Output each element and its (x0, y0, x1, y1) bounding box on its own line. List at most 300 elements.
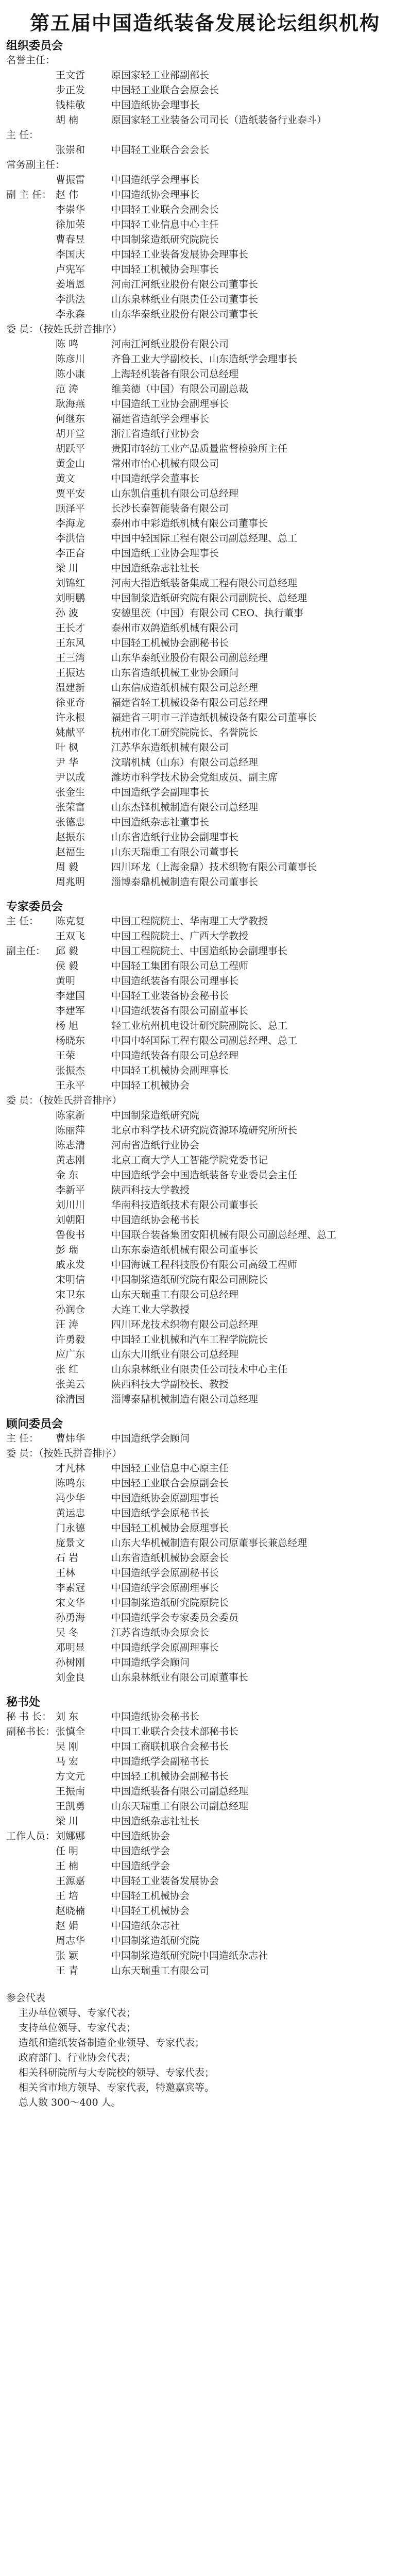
person-row (6, 1332, 404, 1347)
person-name: 刘娜娜 (56, 1831, 86, 1842)
person-row (6, 143, 404, 158)
person-affiliation: 四川环龙（上海金鼎）技术织物有限公司董事长 (111, 861, 317, 873)
person-name: 王凯勇 (56, 1801, 86, 1812)
person-name: 李新平 (56, 1184, 86, 1196)
person-affiliation: 山东华泰纸业股份有限公司董事长 (111, 309, 259, 320)
person-row (6, 1108, 404, 1123)
person-name: 张 颖 (56, 1950, 79, 1961)
person-name: 宋卫东 (56, 1289, 86, 1300)
person-name: 孙润仓 (56, 1304, 86, 1315)
person-name: 贾平安 (56, 488, 86, 499)
participants-line: 造纸和造纸装备制造企业领导、专家代表； (19, 2037, 205, 2048)
person-affiliation: 江苏华东造纸机械有限公司 (111, 742, 229, 753)
person-row (6, 1963, 404, 1978)
person-row (6, 232, 404, 247)
person-row (6, 352, 404, 367)
person-affiliation: 中国轻工业机械和汽车工程学院院长 (111, 1334, 268, 1345)
person-affiliation: 汶瑞机械（山东）有限公司总经理 (111, 757, 259, 768)
person-affiliation: 中国制浆造纸研究院原院长 (111, 1597, 229, 1608)
person-row (6, 1287, 404, 1302)
person-name: 步正发 (56, 84, 86, 96)
person-affiliation: 上海轻机装备有限公司总经理 (111, 368, 239, 380)
person-affiliation: 陕西科技大学教授 (111, 1184, 190, 1196)
person-name: 李建国 (56, 990, 86, 1002)
person-name: 王三湾 (56, 652, 86, 664)
person-name: 耿海燕 (56, 398, 86, 410)
person-name: 顾泽平 (56, 503, 86, 514)
person-affiliation: 常州市怡心机械有限公司 (111, 458, 219, 469)
person-affiliation: 山东东泰造纸机械有限公司董事长 (111, 1244, 259, 1256)
person-affiliation: 中国造纸协会理事长 (111, 99, 200, 111)
person-affiliation: 山东天瑞重工有限公司副总经理 (111, 1801, 249, 1812)
person-name: 李永森 (56, 309, 86, 320)
person-name: 许永根 (56, 712, 86, 723)
person-affiliation: 中国造纸学会原秘书长 (111, 1507, 210, 1519)
person-row (6, 1033, 404, 1048)
person-name: 宋文华 (56, 1597, 86, 1608)
person-name: 任 明 (56, 1845, 79, 1857)
person-name: 金 东 (56, 1170, 79, 1181)
person-name: 赵 伟 (56, 189, 79, 200)
person-row (6, 621, 404, 636)
person-name: 李洪信 (56, 533, 86, 544)
person-affiliation: 中国造纸杂志社社长 (111, 1816, 200, 1827)
person-row (6, 1362, 404, 1377)
person-name: 吴 刚 (56, 1741, 79, 1752)
person-affiliation: 中国工程院院士、中国造纸协会副理事长 (111, 945, 288, 957)
person-name: 徐亚奇 (56, 697, 86, 708)
person-name: 曹春昱 (56, 234, 86, 245)
person-name: 刘明鹏 (56, 592, 86, 604)
person-row (6, 1019, 404, 1033)
person-name: 张崇和 (56, 144, 86, 156)
person-affiliation: 山东天瑞重工有限公司 (111, 1965, 210, 1976)
position-label: 副 主 任： (6, 189, 52, 200)
person-affiliation: 中国造纸学会中国造纸装备专业委员会主任 (111, 1170, 298, 1181)
person-row (6, 337, 404, 352)
person-row (6, 1814, 404, 1829)
person-affiliation: 陕西科技大学副校长、教授 (111, 1379, 229, 1390)
person-row (6, 1506, 404, 1521)
person-name: 刘锦红 (56, 578, 86, 589)
person-affiliation: 山东华泰纸业股份有限公司副总经理 (111, 652, 268, 664)
person-name: 王文哲 (56, 70, 86, 81)
person-row (6, 1273, 404, 1287)
person-row (6, 247, 404, 262)
person-affiliation: 中国造纸协会秘书长 (111, 1711, 200, 1722)
person-affiliation: 北京市科学技术研究院资源环境研究所所长 (111, 1125, 298, 1136)
person-affiliation: 潍坊市科学技术协会党组成员、副主席 (111, 772, 278, 783)
person-row (6, 561, 404, 576)
person-affiliation: 河南大指造纸装备集成工程有限公司总经理 (111, 578, 298, 589)
person-row (6, 1431, 404, 1446)
person-affiliation: 中国造纸学会董事长 (111, 473, 200, 484)
person-name: 邱 毅 (56, 945, 79, 957)
person-affiliation: 中国轻工机械协会原理事长 (111, 1522, 229, 1534)
person-row (6, 1904, 404, 1919)
person-affiliation: 福建省轻工机械设备有限公司总经理 (111, 697, 268, 708)
person-name: 张 红 (56, 1364, 79, 1375)
person-row (6, 1596, 404, 1611)
position-label: 秘 书 长： (6, 1711, 52, 1722)
person-name: 周志华 (56, 1935, 86, 1946)
person-affiliation: 中国轻工业装备协会秘书长 (111, 990, 229, 1002)
person-row (6, 1754, 404, 1769)
person-name: 王双飞 (56, 930, 86, 942)
position-label: 主 任： (6, 1433, 39, 1444)
person-affiliation: 中国轻工机械协会 (111, 1890, 190, 1902)
person-row (6, 1138, 404, 1153)
person-affiliation: 中国轻工业装备发展协会 (111, 1875, 219, 1887)
person-name: 王源嘉 (56, 1875, 86, 1887)
person-row (6, 1198, 404, 1213)
person-name: 汪 涛 (56, 1319, 79, 1330)
person-affiliation: 中国工程院院士、华南理工大学教授 (111, 916, 268, 927)
person-name: 冯少华 (56, 1493, 86, 1504)
person-affiliation: 中国造纸杂志社董事长 (111, 817, 210, 828)
person-row (6, 1153, 404, 1168)
person-row (6, 944, 404, 959)
person-affiliation: 山东天瑞重工有限公司总经理 (111, 1289, 239, 1300)
person-row (6, 202, 404, 217)
person-name: 何继东 (56, 413, 86, 425)
person-affiliation: 山东天瑞重工有限公司董事长 (111, 846, 239, 858)
person-affiliation: 轻工业杭州机电设计研究院副院长、总工 (111, 1020, 288, 1031)
person-row (6, 1551, 404, 1566)
person-row (6, 651, 404, 666)
person-affiliation: 中国轻工业信息中心原主任 (111, 1463, 229, 1474)
position-label: 工作人员： (6, 1831, 56, 1842)
person-affiliation: 中国造纸装备有限公司副总经理 (111, 1786, 249, 1797)
person-affiliation: 安德里茨（中国）有限公司 CEO、执行董事 (111, 607, 304, 619)
person-name: 门永德 (56, 1522, 86, 1534)
position-label: 主 任： (6, 916, 39, 927)
person-row (6, 636, 404, 651)
person-name: 陈志清 (56, 1140, 86, 1151)
person-name: 戚永发 (56, 1259, 86, 1270)
person-affiliation: 中国联合装备集团安阳机械有限公司副总经理、总工 (111, 1229, 337, 1241)
person-name: 彭 瑞 (56, 1244, 79, 1256)
person-name: 李崇华 (56, 204, 86, 215)
person-row (6, 1461, 404, 1476)
person-affiliation: 泰州市双鸽造纸机械有限公司 (111, 622, 239, 634)
person-row (6, 1844, 404, 1859)
person-row (6, 1889, 404, 1904)
person-name: 陈鸣东 (56, 1478, 86, 1489)
person-row (6, 412, 404, 427)
person-row (6, 1476, 404, 1491)
person-row (6, 830, 404, 845)
person-affiliation: 中国轻工机械协会副理事长 (111, 1065, 229, 1076)
group-label: 名誉主任： (6, 55, 56, 66)
person-affiliation: 中国制浆造纸研究院院长 (111, 234, 219, 245)
person-row (6, 1566, 404, 1581)
person-row (6, 1183, 404, 1198)
person-affiliation: 中国造纸装备有限公司理事长 (111, 975, 239, 987)
person-affiliation: 中国造纸学会副理事长 (111, 787, 210, 798)
person-name: 石 岩 (56, 1552, 79, 1564)
person-name: 黄金山 (56, 458, 86, 469)
person-row (6, 1670, 404, 1685)
person-row (6, 1640, 404, 1655)
section-heading: 顾问委员会 (6, 1417, 63, 1431)
person-row (6, 1048, 404, 1063)
group-label: 主 任： (6, 129, 39, 141)
person-row (6, 1347, 404, 1362)
person-row (6, 1739, 404, 1754)
person-affiliation: 山东省造纸机械协会原会长 (111, 1552, 229, 1564)
person-affiliation: 中国工程院院士、广西大学教授 (111, 930, 249, 942)
person-row (6, 217, 404, 232)
person-affiliation: 中国造纸学会原副秘书长 (111, 1567, 219, 1579)
person-name: 姚献平 (56, 727, 86, 738)
person-row (6, 188, 404, 202)
person-affiliation: 中国中轻国际工程有限公司副总经理、总工 (111, 1035, 298, 1046)
person-name: 陈丽萍 (56, 1125, 86, 1136)
person-affiliation: 原国家轻工业装备公司司长（造纸装备行业泰斗） (111, 114, 327, 126)
person-affiliation: 中国造纸工业协会副理事长 (111, 398, 229, 410)
person-name: 刘川川 (56, 1199, 86, 1211)
group-label: 委 员：（按姓氏拼音排序） (6, 1095, 122, 1106)
person-row (6, 1377, 404, 1392)
person-name: 马 宏 (56, 1756, 79, 1767)
person-row (6, 1799, 404, 1814)
document-body (6, 34, 404, 2110)
person-name: 刘 东 (56, 1711, 79, 1722)
participants-line: 政府部门、行业协会代表； (19, 2052, 136, 2063)
person-row (6, 501, 404, 516)
person-name: 徐加荣 (56, 219, 86, 230)
person-name: 才凡林 (56, 1463, 86, 1474)
person-row (6, 1784, 404, 1799)
person-name: 王振达 (56, 667, 86, 679)
person-row (6, 531, 404, 546)
person-name: 孙 波 (56, 607, 79, 619)
person-name: 杨晓东 (56, 1035, 86, 1046)
section-heading: 专家委员会 (6, 900, 63, 913)
person-row (6, 860, 404, 875)
person-affiliation: 贵阳市轻纺工业产品质量监督检验所主任 (111, 443, 288, 454)
person-name: 王 培 (56, 1890, 79, 1902)
person-name: 赵福生 (56, 846, 86, 858)
participants-line: 主办单位领导、专家代表； (19, 2007, 136, 2019)
person-affiliation: 大连工业大学教授 (111, 1304, 190, 1315)
person-row (6, 277, 404, 292)
person-affiliation: 原国家轻工业部副部长 (111, 70, 210, 81)
person-name: 范 涛 (56, 383, 79, 395)
person-name: 刘金良 (56, 1672, 86, 1683)
person-name: 王 青 (56, 1965, 79, 1976)
person-name: 赵振东 (56, 832, 86, 843)
person-row (6, 1168, 404, 1183)
person-row (6, 989, 404, 1004)
person-name: 庞景文 (56, 1537, 86, 1549)
person-name: 侯 毅 (56, 960, 79, 972)
person-affiliation: 山东泉林纸业有限责任公司技术中心主任 (111, 1364, 288, 1375)
person-name: 许勇毅 (56, 1334, 86, 1345)
person-row (6, 486, 404, 501)
participants-line: 支持单位领导、专家代表； (19, 2022, 136, 2033)
person-name: 陈 鸣 (56, 338, 79, 350)
page-title: 第五届中国造纸装备发展论坛组织机构 (29, 11, 380, 35)
person-name: 宋明信 (56, 1274, 86, 1285)
person-affiliation: 福建省三明市三洋造纸机械设备有限公司董事长 (111, 712, 317, 723)
person-name: 周 毅 (56, 861, 79, 873)
person-affiliation: 杭州市化工研究院院长、名誉院长 (111, 727, 259, 738)
person-affiliation: 中国制浆造纸研究院 (111, 1935, 200, 1946)
person-row (6, 307, 404, 322)
person-row (6, 1724, 404, 1739)
person-row (6, 914, 404, 929)
person-affiliation: 中国造纸学会顾问 (111, 1657, 190, 1668)
person-name: 张德忠 (56, 817, 86, 828)
person-affiliation: 中国造纸协会原副理事长 (111, 1493, 219, 1504)
person-name: 胡 楠 (56, 114, 79, 126)
person-affiliation: 山东泉林纸业有限公司原董事长 (111, 1672, 249, 1683)
person-name: 尹 华 (56, 757, 79, 768)
person-affiliation: 中国造纸学会原副理事长 (111, 1642, 219, 1653)
person-affiliation: 中国造纸学会专家委员会委员 (111, 1612, 239, 1623)
person-affiliation: 中国造纸学会顾问 (111, 1433, 190, 1444)
person-row (6, 1709, 404, 1724)
person-name: 孙树刚 (56, 1657, 86, 1668)
person-name: 张美云 (56, 1379, 86, 1390)
person-affiliation: 山东杰锋机械制造有限公司总经理 (111, 802, 259, 813)
person-row (6, 427, 404, 442)
person-row (6, 1769, 404, 1784)
person-row (6, 1491, 404, 1506)
spacer (6, 1407, 404, 1412)
person-row (6, 83, 404, 98)
person-row (6, 755, 404, 770)
person-name: 张振杰 (56, 1065, 86, 1076)
person-row (6, 292, 404, 307)
person-row (6, 929, 404, 944)
person-row (6, 815, 404, 830)
person-name: 李国庆 (56, 249, 86, 260)
person-affiliation: 河南江河纸业股份有限公司 (111, 338, 229, 350)
person-name: 张金生 (56, 787, 86, 798)
person-row (6, 1829, 404, 1844)
person-affiliation: 山东信成造纸机械有限公司总经理 (111, 682, 259, 693)
person-row (6, 442, 404, 456)
person-row (6, 1243, 404, 1258)
person-row (6, 606, 404, 621)
participants-line: 总人数 300～400 人。 (19, 2097, 121, 2108)
person-row (6, 1521, 404, 1536)
person-name: 胡跃平 (56, 443, 86, 454)
section-heading: 秘书处 (6, 1696, 41, 1709)
person-name: 吴 冬 (56, 1627, 79, 1638)
person-affiliation: 福建省造纸学会理事长 (111, 413, 210, 425)
person-name: 李建军 (56, 1005, 86, 1016)
person-affiliation: 中国工业联合会技术部秘书长 (111, 1726, 239, 1737)
person-affiliation: 中国制浆造纸研究院中国造纸杂志社 (111, 1950, 268, 1961)
person-row (6, 1934, 404, 1948)
person-name: 叶 枫 (56, 742, 79, 753)
person-name: 赵晓楠 (56, 1905, 86, 1917)
person-affiliation: 中国轻工机械协会 (111, 1080, 190, 1091)
person-affiliation: 中国轻工业装备发展协会理事长 (111, 249, 249, 260)
person-row (6, 1004, 404, 1019)
person-affiliation: 北京工商大学人工智能学院党委书记 (111, 1155, 268, 1166)
person-row (6, 516, 404, 531)
person-row (6, 1919, 404, 1934)
person-name: 李海龙 (56, 518, 86, 529)
person-affiliation: 中国海诚工程科技股份有限公司高级工程师 (111, 1259, 298, 1270)
person-name: 曹振雷 (56, 174, 86, 185)
person-row (6, 1228, 404, 1243)
person-affiliation: 中国制浆造纸研究院 (111, 1110, 200, 1121)
person-row (6, 800, 404, 815)
person-affiliation: 江苏省造纸协会原会长 (111, 1627, 210, 1638)
person-row (6, 1948, 404, 1963)
person-row (6, 1625, 404, 1640)
person-name: 王东风 (56, 637, 86, 649)
person-affiliation: 中国造纸学会 (111, 1860, 170, 1872)
person-name: 王振南 (56, 1786, 86, 1797)
person-row (6, 1317, 404, 1332)
person-name: 黄志刚 (56, 1155, 86, 1166)
person-row (6, 68, 404, 83)
person-row (6, 576, 404, 591)
person-affiliation: 山东凯信重机有限公司总经理 (111, 488, 239, 499)
person-affiliation: 中国轻工集团有限公司总工程师 (111, 960, 249, 972)
person-row (6, 974, 404, 989)
person-affiliation: 中国轻工业信息中心主任 (111, 219, 219, 230)
person-name: 卢宪军 (56, 264, 86, 275)
spacer (6, 1685, 404, 1690)
group-label: 委 员：（按姓氏拼音排序） (6, 1448, 122, 1459)
person-row (6, 382, 404, 397)
person-affiliation: 泰州市中彩造纸机械有限公司董事长 (111, 518, 268, 529)
person-affiliation: 中国轻工业联合会原会长 (111, 84, 219, 96)
person-affiliation: 河南江河纸业股份有限公司董事长 (111, 279, 259, 290)
person-affiliation: 齐鲁工业大学副校长、山东造纸学会理事长 (111, 353, 298, 365)
person-affiliation: 中国造纸协会 (111, 1831, 170, 1842)
person-affiliation: 淄博泰鼎机械制造有限公司总经理 (111, 1394, 259, 1405)
person-row (6, 1213, 404, 1228)
person-row (6, 113, 404, 128)
position-label: 副主任： (6, 945, 46, 957)
person-affiliation: 中国造纸学会 (111, 1845, 170, 1857)
person-name: 黄明 (56, 975, 76, 987)
person-name: 梁 川 (56, 1816, 79, 1827)
person-affiliation: 浙江省造纸行业协会 (111, 428, 200, 439)
person-row (6, 471, 404, 486)
person-row (6, 546, 404, 561)
person-row (6, 397, 404, 412)
person-row (6, 262, 404, 277)
person-name: 张慎全 (56, 1726, 86, 1737)
person-affiliation: 华南科技造纸技术有限公司董事长 (111, 1199, 259, 1211)
person-affiliation: 中国造纸协会理事长 (111, 189, 200, 200)
person-affiliation: 中国工商联机联合会秘书长 (111, 1741, 229, 1752)
person-affiliation: 中国轻工机械协会 (111, 1905, 190, 1917)
person-row (6, 1392, 404, 1407)
person-name: 孙勇海 (56, 1612, 86, 1623)
person-affiliation: 山东大川纸业有限公司总经理 (111, 1349, 239, 1360)
person-row (6, 173, 404, 188)
person-row (6, 696, 404, 710)
person-row (6, 1063, 404, 1078)
person-name: 杨 旭 (56, 1020, 79, 1031)
person-affiliation: 中国造纸学会副秘书长 (111, 1756, 210, 1767)
person-name: 陈家新 (56, 1110, 86, 1121)
person-name: 陈小康 (56, 368, 86, 380)
person-row (6, 681, 404, 696)
person-row (6, 456, 404, 471)
